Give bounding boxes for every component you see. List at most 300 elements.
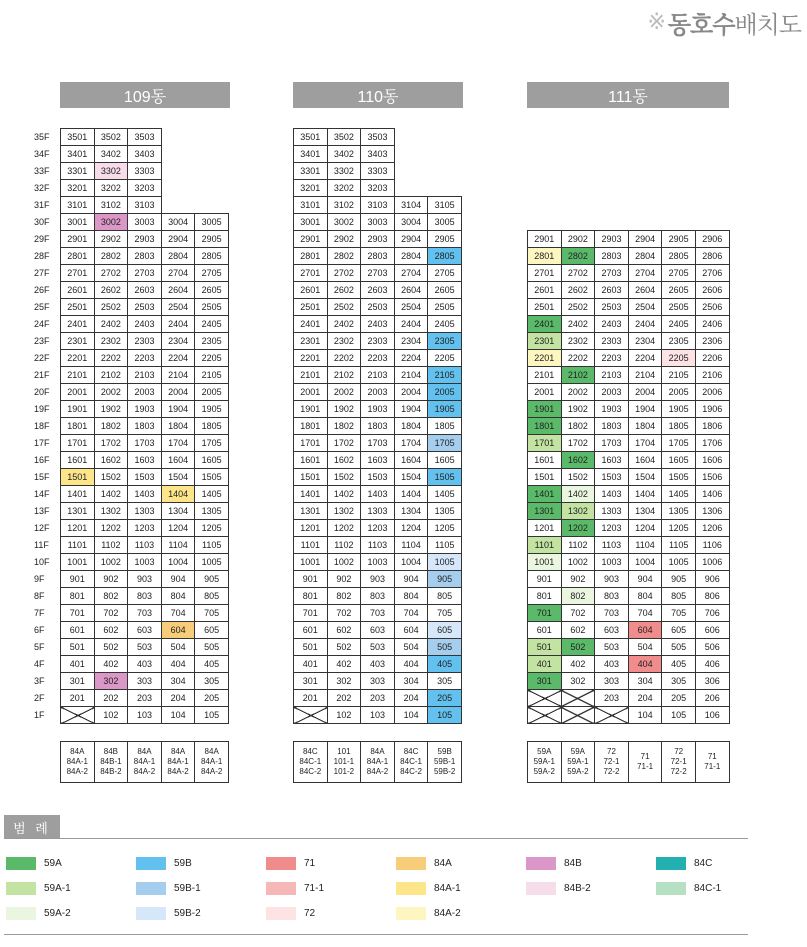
unit-cell: 206 — [695, 690, 729, 707]
unit-cell: 506 — [695, 639, 729, 656]
unit-cell: 2106 — [695, 367, 729, 384]
unit-cell: 2003 — [361, 384, 395, 401]
unit-cell: 1402 — [561, 486, 595, 503]
unit-cell: 1303 — [361, 503, 395, 520]
unit-cell: 2905 — [195, 231, 229, 248]
unit-cell: 3004 — [394, 214, 428, 231]
unit-cell: 2805 — [428, 248, 462, 265]
unit-cell: 2504 — [628, 299, 662, 316]
legend-swatch — [396, 907, 426, 920]
unit-cell: 103 — [361, 707, 395, 724]
unit-cell: 3301 — [61, 163, 95, 180]
unit-cell: 1205 — [195, 520, 229, 537]
unit-cell: 1501 — [528, 469, 562, 486]
unit-cell: 3303 — [361, 163, 395, 180]
legend-item — [396, 882, 461, 895]
unit-cell: 1104 — [628, 537, 662, 554]
unit-cell: 2405 — [195, 316, 229, 333]
unit-cell: 2806 — [695, 248, 729, 265]
unit-cell: 1401 — [61, 486, 95, 503]
unit-type-cell: 84A 84A-1 84A-2 — [361, 742, 395, 783]
unit-type-cell: 84C 84C-1 84C-2 — [294, 742, 328, 783]
legend-label: 59B-1 — [174, 883, 201, 894]
unit-cell: 1003 — [595, 554, 629, 571]
unit-cell: 204 — [394, 690, 428, 707]
unit-cell: 1902 — [94, 401, 128, 418]
legend-item — [526, 882, 591, 895]
floor-label: 31F — [34, 200, 50, 210]
unit-cell: 203 — [361, 690, 395, 707]
unit-cell: 2103 — [128, 367, 162, 384]
legend-item — [656, 882, 721, 895]
unit-cell: 1905 — [195, 401, 229, 418]
unit-cell: 2706 — [695, 265, 729, 282]
unit-cell: 1603 — [595, 452, 629, 469]
unit-cell: 2406 — [695, 316, 729, 333]
unit-cell: 1902 — [327, 401, 361, 418]
unit-cell: 2703 — [128, 265, 162, 282]
unit-cell: 1701 — [61, 435, 95, 452]
unit-type-cell: 59A 59A-1 59A-2 — [528, 742, 562, 783]
unit-cell: 2003 — [595, 384, 629, 401]
unit-type-cell: 72 72-1 72-2 — [662, 742, 696, 783]
unit-cell: 2905 — [662, 231, 696, 248]
unit-cell: 302 — [94, 673, 128, 690]
unit-cell: 2901 — [294, 231, 328, 248]
floor-label: 14F — [34, 489, 50, 499]
unit-cell: 3201 — [61, 180, 95, 197]
unit-cell: 1801 — [294, 418, 328, 435]
unit-cell: 901 — [61, 571, 95, 588]
unit-cell: 2502 — [561, 299, 595, 316]
unit-cell: 1801 — [61, 418, 95, 435]
unit-cell: 505 — [662, 639, 696, 656]
unit-cell: 1806 — [695, 418, 729, 435]
unit-cell: 805 — [662, 588, 696, 605]
unit-cell: 303 — [361, 673, 395, 690]
unit-cell: 1904 — [628, 401, 662, 418]
unit-cell: 2502 — [327, 299, 361, 316]
unit-cell: 2202 — [561, 350, 595, 367]
unit-cell: 701 — [528, 605, 562, 622]
floor-label: 3F — [34, 676, 45, 686]
unit-cell: 1104 — [394, 537, 428, 554]
unit-type-cell: 71 71-1 — [695, 742, 729, 783]
unit-cell: 3003 — [361, 214, 395, 231]
unit-type-cell: 71 71-1 — [628, 742, 662, 783]
unit-cell: 604 — [628, 622, 662, 639]
unit-cell: 404 — [161, 656, 195, 673]
unit-cell: 1702 — [561, 435, 595, 452]
unit-cell: 2601 — [528, 282, 562, 299]
unit-cell: 701 — [61, 605, 95, 622]
empty-cell — [428, 146, 462, 163]
unit-cell: 2604 — [394, 282, 428, 299]
unit-cell: 1603 — [361, 452, 395, 469]
unit-cell: 2305 — [662, 333, 696, 350]
unit-cell: 1904 — [394, 401, 428, 418]
unit-cell: 2606 — [695, 282, 729, 299]
building-label: 110동 — [293, 82, 463, 108]
unit-cell: 903 — [595, 571, 629, 588]
unit-cell: 2405 — [662, 316, 696, 333]
unit-cell: 204 — [161, 690, 195, 707]
unit-cell: 1605 — [662, 452, 696, 469]
unit-cell: 1102 — [327, 537, 361, 554]
floor-label: 25F — [34, 302, 50, 312]
unit-cell: 703 — [595, 605, 629, 622]
unit-cell: 205 — [428, 690, 462, 707]
unit-cell: 205 — [195, 690, 229, 707]
floor-label: 34F — [34, 149, 50, 159]
unit-cell: 3002 — [327, 214, 361, 231]
unit-cell: 1304 — [628, 503, 662, 520]
legend-title: 범 례 — [4, 815, 60, 839]
unit-cell: 1703 — [361, 435, 395, 452]
unit-type-row — [60, 741, 229, 783]
floor-label: 28F — [34, 251, 50, 261]
unit-cell: 204 — [628, 690, 662, 707]
unit-cell: 402 — [561, 656, 595, 673]
unit-cell: 502 — [561, 639, 595, 656]
unit-cell: 405 — [662, 656, 696, 673]
unit-cell: 2701 — [294, 265, 328, 282]
unit-cell: 905 — [428, 571, 462, 588]
unit-cell: 2605 — [428, 282, 462, 299]
unit-cell: 2802 — [327, 248, 361, 265]
unit-cell: 1201 — [528, 520, 562, 537]
unit-cell: 805 — [195, 588, 229, 605]
unit-cell: 103 — [128, 707, 162, 724]
unit-cell: 2804 — [394, 248, 428, 265]
unit-cell: 2802 — [94, 248, 128, 265]
unit-cell: 1401 — [528, 486, 562, 503]
unit-cell: 2204 — [161, 350, 195, 367]
unit-cell: 105 — [428, 707, 462, 724]
unit-cell: 1306 — [695, 503, 729, 520]
unit-cell: 803 — [128, 588, 162, 605]
unit-cell: 1705 — [195, 435, 229, 452]
unit-cell: 603 — [128, 622, 162, 639]
unit-cell: 2305 — [195, 333, 229, 350]
floor-label: 17F — [34, 438, 50, 448]
legend-label: 84A — [434, 858, 452, 869]
empty-cell — [195, 197, 229, 214]
unit-cell: 305 — [428, 673, 462, 690]
unit-cell: 205 — [662, 690, 696, 707]
unit-cell: 2701 — [528, 265, 562, 282]
unit-cell: 804 — [394, 588, 428, 605]
unit-cell: 2902 — [561, 231, 595, 248]
unit-cell: 102 — [94, 707, 128, 724]
unit-cell: 2104 — [161, 367, 195, 384]
unit-cell: 3302 — [94, 163, 128, 180]
unit-cell: 603 — [595, 622, 629, 639]
unit-cell: 2804 — [161, 248, 195, 265]
legend-label: 59B-2 — [174, 908, 201, 919]
unit-cell: 601 — [294, 622, 328, 639]
unit-cell: 3101 — [294, 197, 328, 214]
unit-cell: 303 — [128, 673, 162, 690]
unit-type-cell: 101 101-1 101-2 — [327, 742, 361, 783]
unit-cell: 1303 — [128, 503, 162, 520]
unit-cell: 1005 — [195, 554, 229, 571]
unit-cell: 2304 — [161, 333, 195, 350]
unit-cell: 2301 — [528, 333, 562, 350]
unit-cell: 905 — [195, 571, 229, 588]
unit-cell: 1502 — [94, 469, 128, 486]
legend-swatch — [6, 882, 36, 895]
unit-cell: 304 — [394, 673, 428, 690]
unit-cell: 2502 — [94, 299, 128, 316]
unit-cell: 1406 — [695, 486, 729, 503]
unit-cell: 1302 — [561, 503, 595, 520]
unit-cell: 3303 — [128, 163, 162, 180]
unit-cell: 1706 — [695, 435, 729, 452]
unit-cell: 2402 — [94, 316, 128, 333]
unit-cell: 2701 — [61, 265, 95, 282]
floor-label: 35F — [34, 132, 50, 142]
unit-cell: 2704 — [628, 265, 662, 282]
unit-cell: 1202 — [94, 520, 128, 537]
empty-cell — [428, 129, 462, 146]
legend-swatch — [266, 857, 296, 870]
unit-cell: 2105 — [662, 367, 696, 384]
unit-cell: 2705 — [428, 265, 462, 282]
unit-cell: 3104 — [394, 197, 428, 214]
floor-label: 9F — [34, 574, 45, 584]
unit-cell: 406 — [695, 656, 729, 673]
unit-cell: 1603 — [128, 452, 162, 469]
unit-cell: 2702 — [327, 265, 361, 282]
unit-cell: 3203 — [128, 180, 162, 197]
unit-cell: 1302 — [327, 503, 361, 520]
unit-cell: 1805 — [428, 418, 462, 435]
unit-cell: 1105 — [662, 537, 696, 554]
unit-cell: 1305 — [662, 503, 696, 520]
no-unit-cell — [561, 690, 595, 707]
unit-cell: 1504 — [394, 469, 428, 486]
unit-cell: 2004 — [628, 384, 662, 401]
empty-cell — [195, 146, 229, 163]
unit-type-cell: 84B 84B-1 84B-2 — [94, 742, 128, 783]
unit-cell: 1805 — [195, 418, 229, 435]
unit-cell: 405 — [195, 656, 229, 673]
unit-type-cell: 59A 59A-1 59A-2 — [561, 742, 595, 783]
unit-cell: 3101 — [61, 197, 95, 214]
unit-cell: 606 — [695, 622, 729, 639]
unit-cell: 905 — [662, 571, 696, 588]
unit-cell: 2902 — [327, 231, 361, 248]
unit-cell: 2605 — [662, 282, 696, 299]
unit-cell: 2604 — [628, 282, 662, 299]
unit-cell: 904 — [394, 571, 428, 588]
unit-cell: 705 — [428, 605, 462, 622]
unit-cell: 3102 — [327, 197, 361, 214]
unit-cell: 1404 — [628, 486, 662, 503]
legend-item — [136, 857, 192, 870]
unit-cell: 1503 — [595, 469, 629, 486]
unit-cell: 2505 — [428, 299, 462, 316]
legend-swatch — [396, 882, 426, 895]
unit-cell: 1501 — [61, 469, 95, 486]
floor-label: 15F — [34, 472, 50, 482]
unit-cell: 2705 — [662, 265, 696, 282]
legend-swatch — [266, 882, 296, 895]
legend-item — [6, 907, 71, 920]
unit-cell: 1901 — [294, 401, 328, 418]
unit-cell: 1205 — [662, 520, 696, 537]
unit-cell: 1702 — [327, 435, 361, 452]
empty-cell — [161, 146, 195, 163]
unit-cell: 801 — [61, 588, 95, 605]
unit-cell: 1401 — [294, 486, 328, 503]
unit-cell: 2303 — [595, 333, 629, 350]
unit-type-cell: 84A 84A-1 84A-2 — [195, 742, 229, 783]
unit-cell: 3005 — [428, 214, 462, 231]
unit-cell: 903 — [128, 571, 162, 588]
unit-cell: 1601 — [528, 452, 562, 469]
unit-cell: 1802 — [561, 418, 595, 435]
legend-swatch — [656, 882, 686, 895]
unit-cell: 3102 — [94, 197, 128, 214]
unit-cell: 2903 — [595, 231, 629, 248]
unit-cell: 2001 — [528, 384, 562, 401]
unit-cell: 301 — [61, 673, 95, 690]
unit-cell: 803 — [595, 588, 629, 605]
unit-cell: 3501 — [61, 129, 95, 146]
unit-cell: 1201 — [61, 520, 95, 537]
unit-cell: 3403 — [128, 146, 162, 163]
floor-label: 22F — [34, 353, 50, 363]
unit-cell: 2105 — [195, 367, 229, 384]
unit-cell: 706 — [695, 605, 729, 622]
unit-cell: 302 — [327, 673, 361, 690]
unit-cell: 705 — [662, 605, 696, 622]
unit-cell: 1803 — [361, 418, 395, 435]
unit-cell: 2504 — [161, 299, 195, 316]
floor-label: 29F — [34, 234, 50, 244]
unit-cell: 2602 — [327, 282, 361, 299]
unit-cell: 2102 — [327, 367, 361, 384]
legend-label: 84C — [694, 858, 713, 869]
unit-cell: 2403 — [595, 316, 629, 333]
unit-cell: 301 — [294, 673, 328, 690]
empty-cell — [394, 129, 428, 146]
unit-cell: 2403 — [128, 316, 162, 333]
floor-label: 23F — [34, 336, 50, 346]
unit-cell: 1006 — [695, 554, 729, 571]
unit-cell: 1604 — [394, 452, 428, 469]
unit-cell: 2402 — [561, 316, 595, 333]
building-label: 109동 — [60, 82, 230, 108]
unit-cell: 1905 — [428, 401, 462, 418]
unit-cell: 3502 — [327, 129, 361, 146]
unit-cell: 2903 — [128, 231, 162, 248]
unit-cell: 1003 — [128, 554, 162, 571]
unit-cell: 1503 — [361, 469, 395, 486]
unit-cell: 201 — [61, 690, 95, 707]
unit-cell: 303 — [595, 673, 629, 690]
unit-cell: 1403 — [361, 486, 395, 503]
unit-cell: 2503 — [361, 299, 395, 316]
unit-cell: 605 — [428, 622, 462, 639]
unit-cell: 2103 — [595, 367, 629, 384]
unit-cell: 802 — [94, 588, 128, 605]
legend-item — [266, 882, 324, 895]
unit-cell: 2203 — [128, 350, 162, 367]
unit-cell: 2801 — [528, 248, 562, 265]
unit-cell: 2005 — [662, 384, 696, 401]
unit-cell: 1701 — [294, 435, 328, 452]
unit-cell: 1704 — [628, 435, 662, 452]
unit-type-cell: 84C 84C-1 84C-2 — [394, 742, 428, 783]
floor-label: 16F — [34, 455, 50, 465]
unit-cell: 2902 — [94, 231, 128, 248]
unit-cell: 402 — [94, 656, 128, 673]
unit-cell: 505 — [428, 639, 462, 656]
unit-cell: 2101 — [61, 367, 95, 384]
legend-swatch — [136, 857, 166, 870]
unit-cell: 501 — [294, 639, 328, 656]
unit-cell: 2904 — [161, 231, 195, 248]
unit-cell: 2501 — [528, 299, 562, 316]
legend-label: 84C-1 — [694, 883, 722, 894]
unit-cell: 2402 — [327, 316, 361, 333]
unit-cell: 1101 — [528, 537, 562, 554]
unit-cell: 3502 — [94, 129, 128, 146]
unit-type-cell: 84A 84A-1 84A-2 — [128, 742, 162, 783]
floor-label: 7F — [34, 608, 45, 618]
unit-cell: 1906 — [695, 401, 729, 418]
unit-cell: 1705 — [428, 435, 462, 452]
unit-cell: 704 — [394, 605, 428, 622]
unit-cell: 501 — [528, 639, 562, 656]
unit-cell: 1903 — [595, 401, 629, 418]
unit-cell: 504 — [161, 639, 195, 656]
empty-cell — [195, 163, 229, 180]
unit-cell: 1202 — [327, 520, 361, 537]
unit-cell: 1206 — [695, 520, 729, 537]
unit-cell: 802 — [327, 588, 361, 605]
unit-cell: 1602 — [561, 452, 595, 469]
floor-label: 26F — [34, 285, 50, 295]
unit-cell: 703 — [361, 605, 395, 622]
unit-cell: 2704 — [394, 265, 428, 282]
unit-cell: 305 — [195, 673, 229, 690]
unit-cell: 1604 — [161, 452, 195, 469]
empty-cell — [394, 163, 428, 180]
unit-cell: 1405 — [662, 486, 696, 503]
unit-cell: 2503 — [128, 299, 162, 316]
unit-cell: 504 — [394, 639, 428, 656]
unit-cell: 2602 — [94, 282, 128, 299]
legend-item — [396, 857, 452, 870]
unit-cell: 1605 — [428, 452, 462, 469]
unit-cell: 1204 — [161, 520, 195, 537]
asterisk-icon: ※ — [647, 9, 666, 34]
unit-cell: 2404 — [161, 316, 195, 333]
legend-top-divider — [4, 838, 748, 839]
unit-cell: 403 — [595, 656, 629, 673]
unit-cell: 1105 — [428, 537, 462, 554]
unit-cell: 1803 — [128, 418, 162, 435]
unit-cell: 3002 — [94, 214, 128, 231]
unit-cell: 1001 — [294, 554, 328, 571]
unit-cell: 2805 — [662, 248, 696, 265]
unit-cell: 2201 — [294, 350, 328, 367]
no-unit-cell — [561, 707, 595, 724]
